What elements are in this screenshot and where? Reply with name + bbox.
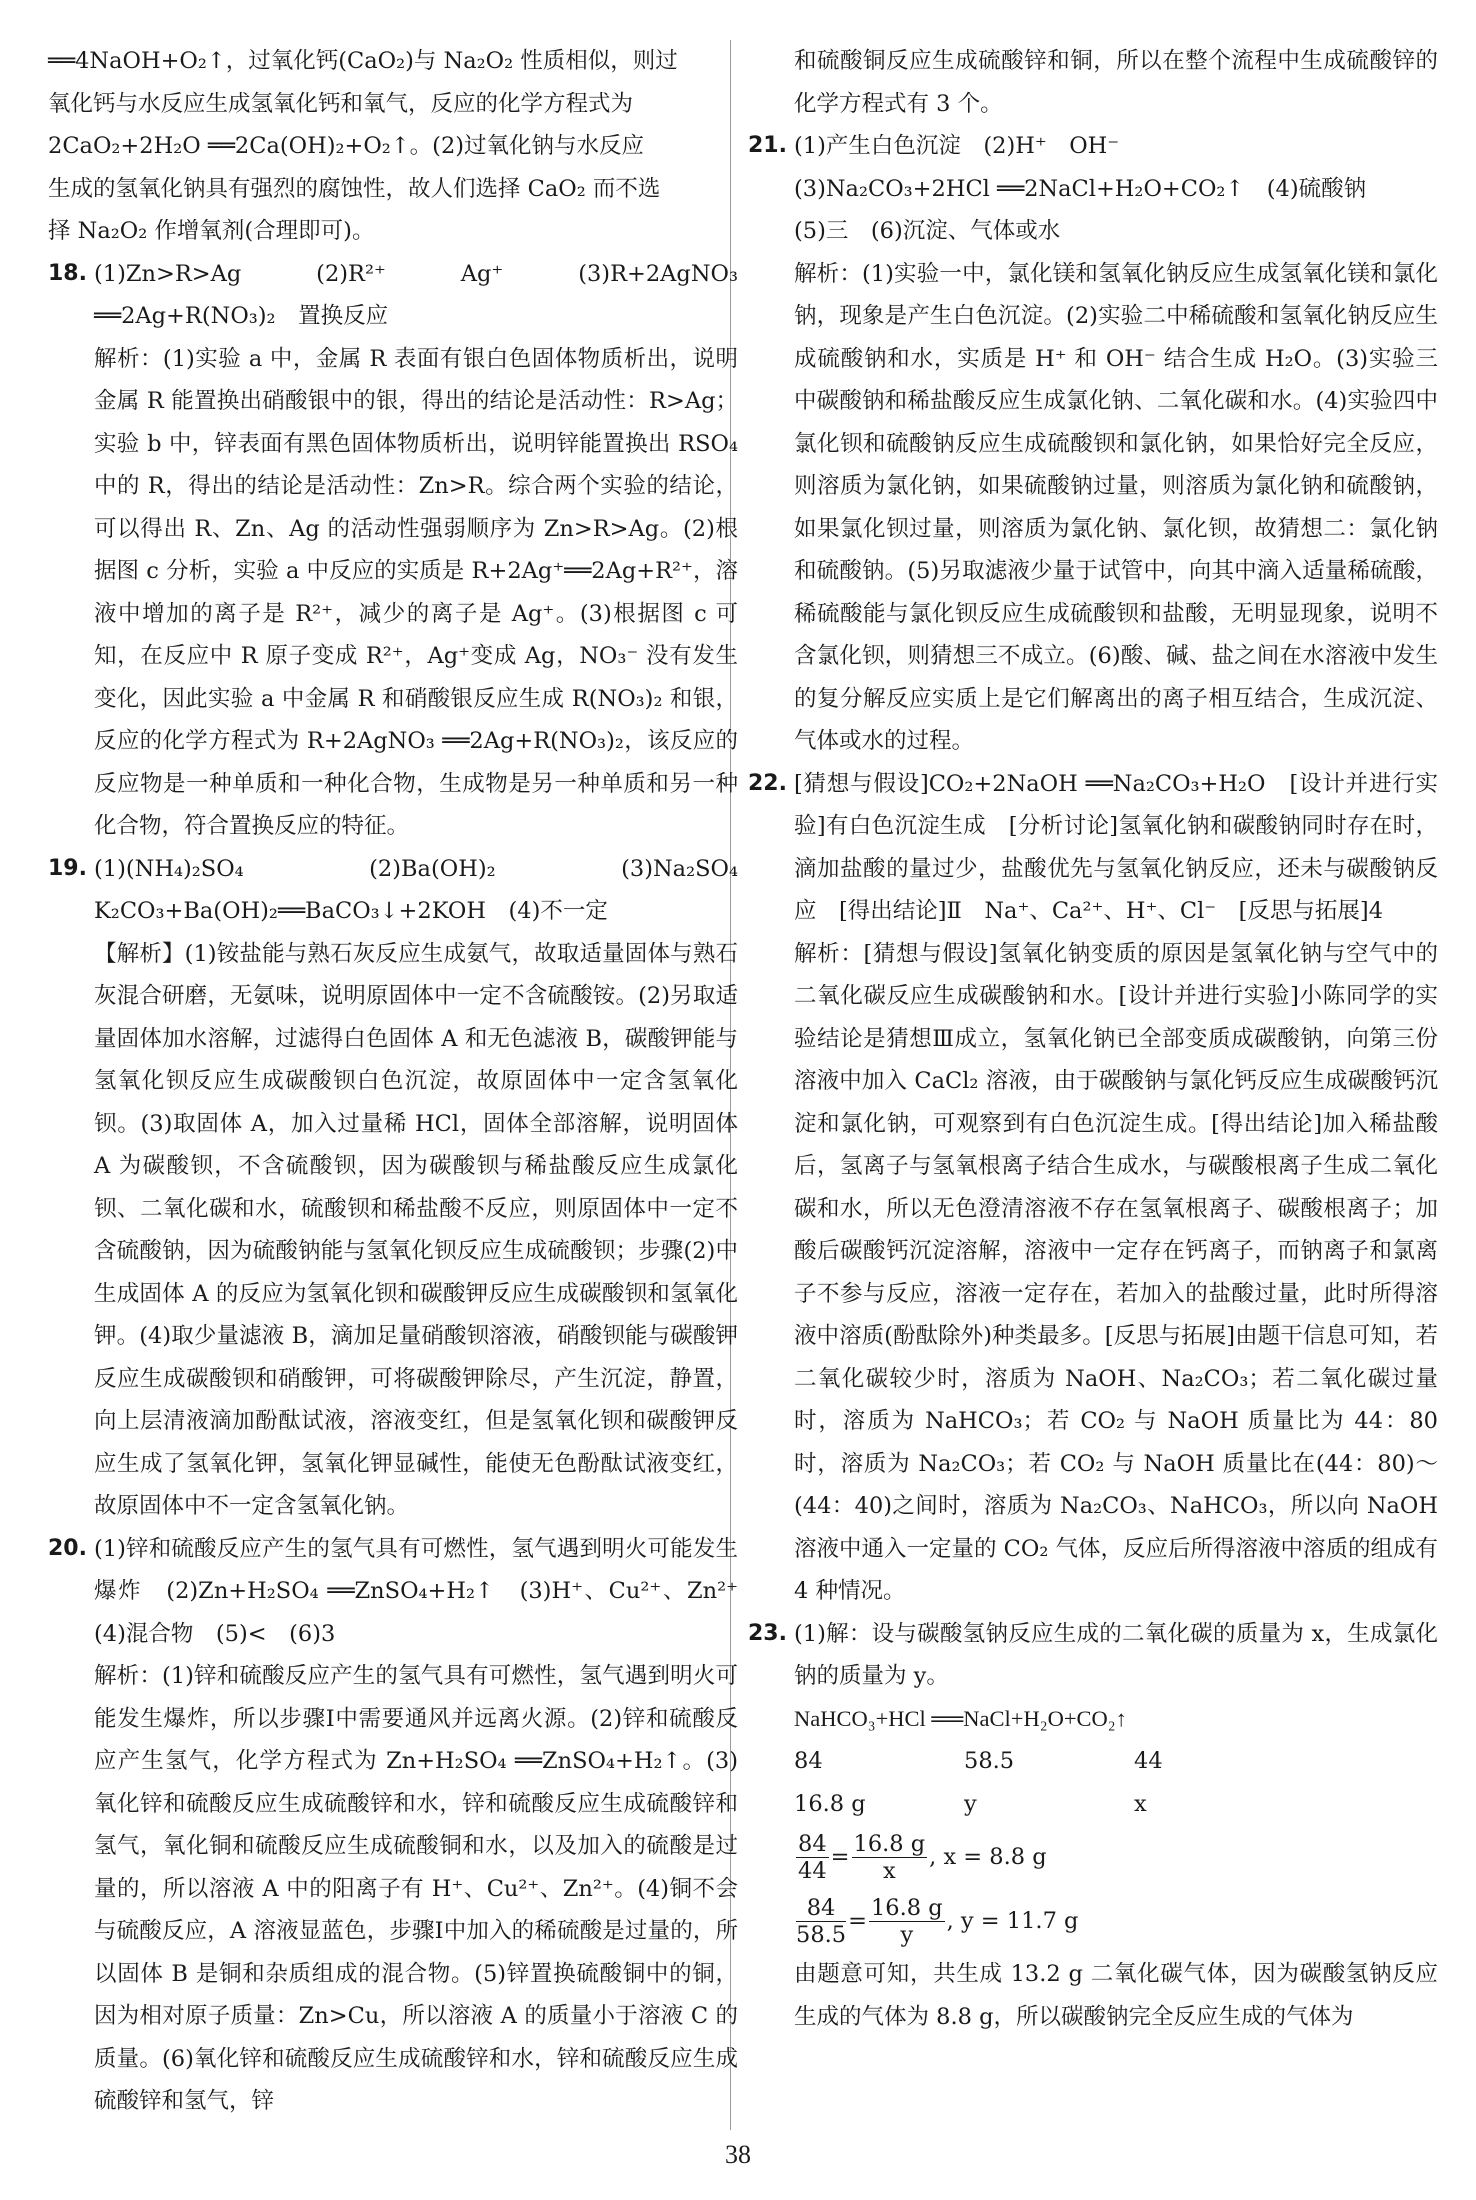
proportion-equation [794, 1825, 1438, 1889]
answer-text: (3)Na₂CO₃+2HCl ══2NaCl+H₂O+CO₂↑ (4)硫酸钠 [794, 175, 1367, 202]
mass-value: 16.8 g [794, 1790, 866, 1817]
question-20 [48, 1528, 761, 2123]
continued-line: 2CaO₂+2H₂O ══2Ca(OH)₂+O₂↑。(2)过氧化钠与水反应 [48, 133, 645, 159]
fraction [869, 1895, 945, 1948]
numerator: 84 [798, 1830, 827, 1857]
question-number: 20. [48, 1535, 87, 1561]
denominator: x [882, 1857, 896, 1884]
result-text: , y = 11.7 g [946, 1907, 1079, 1934]
page-number: 38 [725, 2140, 751, 2169]
relative-mass-row [794, 1740, 1438, 1783]
question-19 [48, 848, 761, 1528]
continued-line: 生成的氢氧化钠具有强烈的腐蚀性，故人们选择 CaO₂ 而不选 [48, 175, 661, 202]
answer-text: (5)三 (6)沉淀、气体或水 [794, 218, 1061, 244]
answer-text: (1)锌和硫酸反应产生的氢气具有可燃性，氢气遇到明火可能发生爆炸 (2)Zn+H₂SO₄ ══ZnSO₄+H₂↑ (3)H⁺、Cu²⁺、Zn²⁺ (4)混合物 (5)< (6)3 [94, 1535, 761, 1647]
proportion-equation [794, 1889, 1438, 1953]
left-column [48, 40, 761, 2123]
denominator: 58.5 [796, 1921, 847, 1948]
analysis-text: 解析：[猜想与假设]氢氧化钠变质的原因是氢氧化钠与空气中的二氧化碳反应生成碳酸钠和水。[设计并进行实验]小陈同学的实验结论是猜想Ⅲ成立，氢氧化钠已全部变质成碳酸钠，向第三份溶液中加入 CaCl₂ 溶液，由于碳酸钠与氯化钙反应生成碳酸钙沉淀和氯化钠，可观察到有白色沉淀生成。[得出结论]加入稀盐酸后，氢离子与氢氧根离子结合生成水，与碳酸根离子生成二氧化碳和水，所以无色澄清溶液不存在氢氧根离子、碳酸根离子；加酸后碳酸钙沉淀溶解，溶液中一定存在钙离子，而钠离子和氯离子不参与反应，溶液一定存在，若加入的盐酸过量，此时所得溶液中溶质(酚酞除外)种类最多。[反思与拓展]由题干信息可知，若二氧化碳较少时，溶质为 NaOH、Na₂CO₃；若二氧化碳过量时，溶质为 NaHCO₃；若 CO₂ 与 NaOH 质量比为 44：80 时，溶质为 Na₂CO₃；若 CO₂ 与 NaOH 质量比在(44：80)～(44：40)之间时，溶质为 Na₂CO₃、NaHCO₃，所以向 NaOH 溶液中通入一定量的 CO₂ 气体，反应后所得溶液中溶质的组成有 4 种情况。 [794, 940, 1438, 1604]
denominator: y [900, 1921, 914, 1948]
answer-text: (1)产生白色沉淀 (2)H⁺ OH⁻ [794, 133, 1120, 159]
question-number: 22. [748, 770, 787, 796]
continued-line: 氧化钙与水反应生成氢氧化钙和氧气，反应的化学方程式为 [48, 90, 634, 117]
question-23 [748, 1613, 1438, 2039]
question-number: 18. [48, 260, 87, 286]
chemical-equation: NaHCO₃+HCl ══NaCl+H₂O+CO₂↑ [794, 1705, 1127, 1731]
question-18 [48, 253, 738, 848]
fraction [796, 1895, 846, 1948]
fraction [796, 1831, 829, 1884]
numerator: 16.8 g [853, 1830, 926, 1857]
mass-value: x [1134, 1790, 1147, 1817]
analysis-text: 解析：(1)实验一中，氯化镁和氢氧化钠反应生成氢氧化镁和氯化钠，现象是产生白色沉淀。(2)实验二中稀硫酸和氢氧化钠反应生成硫酸钠和水，实质是 H⁺ 和 OH⁻ 结合生成 H₂O。(3)实验三中碳酸钠和稀盐酸反应生成氯化钠、二氧化碳和水。(4)实验四中氯化钡和硫酸钠反应生成硫酸钡和氯化钠，如果恰好完全反应，则溶质为氯化钠，如果硫酸钠过量，则溶质为氯化钠和硫酸钠，如果氯化钡过量，则溶质为氯化钠、氯化钡，故猜想二：氯化钠和硫酸钠。(5)另取滤液少量于试管中，向其中滴入适量稀硫酸，稀硫酸能与氯化钡反应生成硫酸钡和盐酸，无明显现象，说明不含氯化钡，则猜想三不成立。(6)酸、碱、盐之间在水溶液中发生的复分解反应实质上是它们解离出的离子相互结合，生成沉淀、气体或水的过程。 [794, 260, 1438, 754]
fraction [852, 1831, 928, 1884]
denominator: 44 [798, 1857, 827, 1884]
continued-text: 和硫酸铜反应生成硫酸锌和铜，所以在整个流程中生成硫酸锌的化学方程式有 3 个。 [794, 48, 1438, 117]
question-21 [748, 125, 1438, 763]
mass-value: y [964, 1790, 977, 1817]
result-text: , x = 8.8 g [929, 1843, 1047, 1870]
solution-intro: (1)解：设与碳酸氢钠反应生成的二氧化碳的质量为 x，生成氯化钠的质量为 y。 [794, 1620, 1438, 1689]
mass-value: 84 [794, 1748, 823, 1774]
answer-text: (1)Zn>R>Ag (2)R²⁺ Ag⁺ (3)R+2AgNO₃ ══2Ag+R(NO₃)₂ 置换反应 [94, 260, 738, 329]
continued-line: 择 Na₂O₂ 作增氧剂(合理即可)。 [48, 218, 375, 244]
mass-value: 58.5 [964, 1748, 1015, 1774]
numerator: 16.8 g [870, 1894, 943, 1921]
answer-text: (1)(NH₄)₂SO₄ (2)Ba(OH)₂ (3)Na₂SO₄ K₂CO₃+Ba(OH)₂══BaCO₃↓+2KOH (4)不一定 [94, 855, 761, 924]
analysis-text: 【解析】(1)铵盐能与熟石灰反应生成氨气，故取适量固体与熟石灰混合研磨，无氨味，说明原固体中一定不含硫酸铵。(2)另取适量固体加水溶解，过滤得白色固体 A 和无色滤液 B，碳酸钾能与氢氧化钡反应生成碳酸钡白色沉淀，故原固体中一定含氢氧化钡。(3)取固体 A，加入过量稀 HCl，固体全部溶解，说明固体 A 为碳酸钡，不含硫酸钡，因为碳酸钡与稀盐酸反应生成氯化钡、二氧化碳和水，硫酸钡和稀盐酸不反应，则原固体中一定不含硫酸钠，因为硫酸钠能与氢氧化钡反应生成硫酸钡；步骤(2)中生成固体 A 的反应为氢氧化钡和碳酸钾反应生成碳酸钡和氢氧化钾。(4)取少量滤液 B，滴加足量硝酸钡溶液，硝酸钡能与碳酸钾反应生成碳酸钡和硝酸钾，可将碳酸钾除尽，产生沉淀，静置，向上层清液滴加酚酞试液，溶液变红，但是氢氧化钡和碳酸钾反应生成了氢氧化钾，氢氧化钾显碱性，能使无色酚酞试液变红，故原固体中不一定含氢氧化钠。 [94, 940, 738, 1519]
right-column [748, 40, 1438, 2038]
numerator: 84 [796, 1895, 846, 1922]
question-number: 19. [48, 855, 87, 881]
question-22 [748, 763, 1438, 1613]
answer-text: [猜想与假设]CO₂+2NaOH ══Na₂CO₃+H₂O [设计并进行实验]有白色沉淀生成 [分析讨论]氢氧化钠和碳酸钠同时存在时，滴加盐酸的量过少，盐酸优先与氢氧化钠反应，还未与碳酸钠反应 [得出结论]Ⅱ Na⁺、Ca²⁺、H⁺、Cl⁻ [反思与拓展]4 [794, 770, 1438, 924]
mass-value: 44 [1134, 1748, 1163, 1774]
equals-sign: = [830, 1843, 850, 1870]
question-number: 21. [748, 133, 787, 158]
equals-sign: = [848, 1907, 867, 1934]
conclusion-text: 由题意可知，共生成 13.2 g 二氧化碳气体，因为碳酸氢钠反应生成的气体为 8.8 g，所以碳酸钠完全反应生成的气体为 [794, 1961, 1438, 2030]
continued-line: ══4NaOH+O₂↑，过氧化钙(CaO₂)与 Na₂O₂ 性质相似，则过 [48, 48, 678, 74]
question-number: 23. [748, 1620, 787, 1646]
analysis-text: 解析：(1)实验 a 中，金属 R 表面有银白色固体物质析出，说明金属 R 能置换出硝酸银中的银，得出的结论是活动性：R>Ag；实验 b 中，锌表面有黑色固体物质析出，说明锌能置换出 RSO₄ 中的 R，得出的结论是活动性：Zn>R。综合两个实验的结论，可以得出 R、Zn、Ag 的活动性强弱顺序为 Zn>R>Ag。(2)根据图 c 分析，实验 a 中反应的实质是 R+2Ag⁺══2Ag+R²⁺，溶液中增加的离子是 R²⁺，减少的离子是 Ag⁺。(3)根据图 c 可知，在反应中 R 原子变成 R²⁺，Ag⁺变成 Ag，NO₃⁻ 没有发生变化，因此实验 a 中金属 R 和硝酸银反应生成 R(NO₃)₂ 和银，反应的化学方程式为 R+2AgNO₃ ══2Ag+R(NO₃)₂，该反应的反应物是一种单质和一种化合物，生成物是另一种单质和另一种化合物，符合置换反应的特征。 [94, 345, 738, 839]
actual-mass-row [794, 1783, 1438, 1826]
analysis-text: 解析：(1)锌和硫酸反应产生的氢气具有可燃性，氢气遇到明火可能发生爆炸，所以步骤Ⅰ中需要通风并远离火源。(2)锌和硫酸反应产生氢气，化学方程式为 Zn+H₂SO₄ ══ZnSO₄+H₂↑。(3)氧化锌和硫酸反应生成硫酸锌和水，锌和硫酸反应生成硫酸锌和氢气，氧化铜和硫酸反应生成硫酸铜和水，以及加入的硫酸是过量的，所以溶液 A 中的阳离子有 H⁺、Cu²⁺、Zn²⁺。(4)铜不会与硫酸反应，A 溶液显蓝色，步骤Ⅰ中加入的稀硫酸是过量的，所以固体 B 是铜和杂质组成的混合物。(5)锌置换硫酸铜中的铜，因为相对原子质量：Zn>Cu，所以溶液 A 的质量小于溶液 C 的质量。(6)氧化锌和硫酸反应生成硫酸锌和水，锌和硫酸反应生成硫酸锌和氢气，锌 [94, 1663, 738, 2114]
